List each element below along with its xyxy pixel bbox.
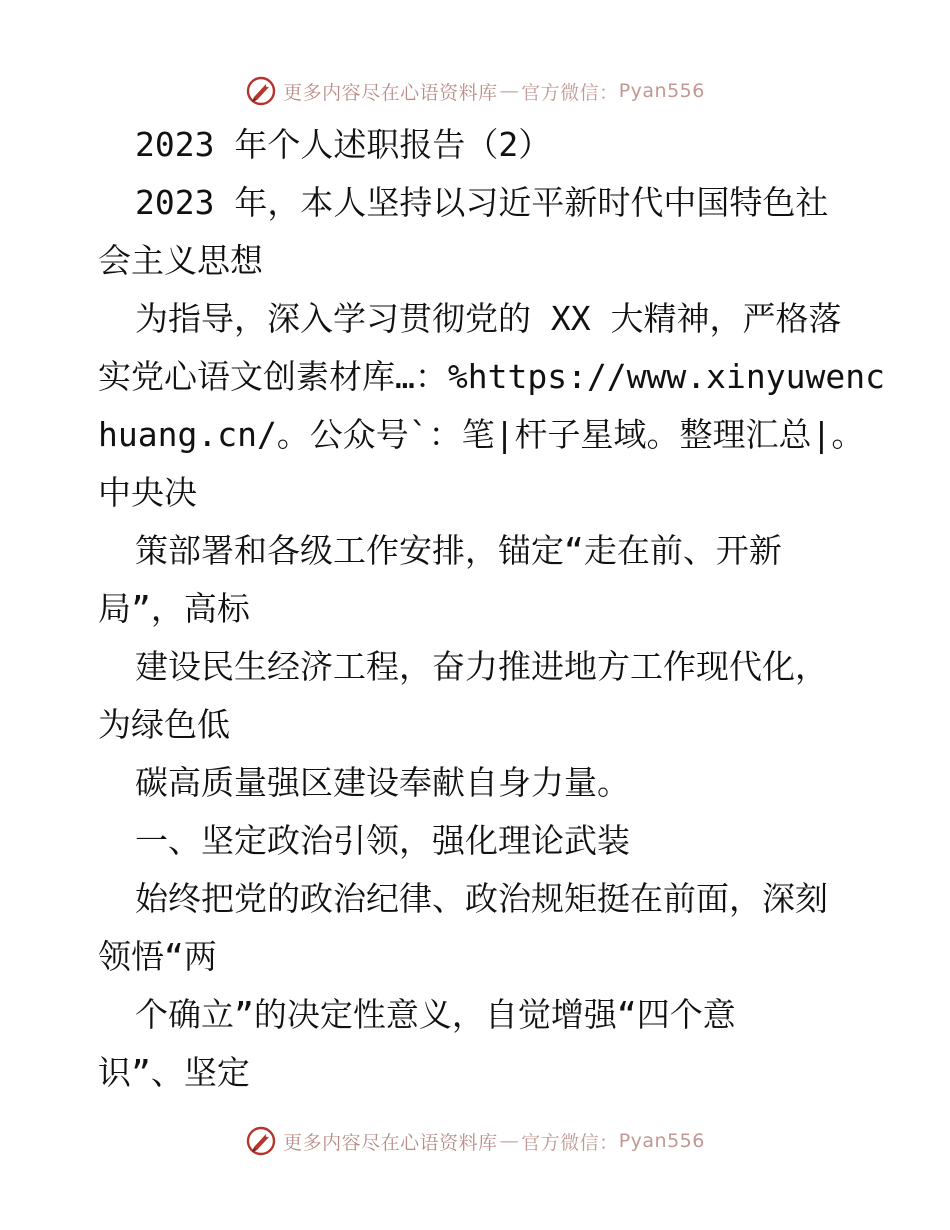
banner-separator: —	[499, 80, 520, 102]
paragraph-line: 会主义思想	[98, 241, 263, 280]
paragraph-line: 局”，高标	[98, 589, 250, 628]
banner-wechat-label: 官方微信：	[521, 1131, 619, 1154]
document-title: 2023 年个人述职报告（2）	[135, 125, 552, 164]
document-body	[98, 116, 885, 1102]
paragraph-line: 始终把党的政治纪律、政治规矩挺在前面，深刻	[135, 879, 828, 918]
banner-wechat-id: Pyan556	[618, 80, 705, 102]
footer-watermark-banner	[0, 1121, 950, 1161]
header-watermark-banner	[0, 71, 950, 111]
paragraph-line: 中央决	[98, 473, 197, 512]
paragraph-line: 为绿色低	[98, 705, 230, 744]
paragraph-line: huang.cn/。公众号`：笔|杆子星域。整理汇总|。	[98, 415, 865, 454]
paragraph-line: 领悟“两	[98, 937, 217, 976]
pen-logo-icon	[245, 1125, 277, 1157]
banner-wechat-id: Pyan556	[618, 1130, 705, 1152]
paragraph-line: 碳高质量强区建设奉献自身力量。	[135, 763, 630, 802]
paragraph-line: 2023 年，本人坚持以习近平新时代中国特色社	[135, 183, 829, 222]
paragraph-line: 为指导，深入学习贯彻党的 XX 大精神，严格落	[135, 299, 842, 338]
pen-logo-icon	[245, 75, 277, 107]
paragraph-line: 实党心语文创素材库…：%https://www.xinyuwenc	[98, 357, 885, 396]
paragraph-line: 个确立”的决定性意义，自觉增强“四个意	[135, 995, 736, 1034]
banner-brand-text: 更多内容尽在心语资料库	[283, 81, 498, 104]
paragraph-line: 识”、坚定	[98, 1053, 250, 1092]
banner-separator: —	[499, 1130, 520, 1152]
paragraph-line: 建设民生经济工程，奋力推进地方工作现代化，	[135, 647, 828, 686]
banner-brand-text: 更多内容尽在心语资料库	[283, 1131, 498, 1154]
paragraph-line: 策部署和各级工作安排，锚定“走在前、开新	[135, 531, 782, 570]
banner-wechat-label: 官方微信：	[521, 81, 619, 104]
section-heading: 一、坚定政治引领，强化理论武装	[135, 821, 630, 860]
